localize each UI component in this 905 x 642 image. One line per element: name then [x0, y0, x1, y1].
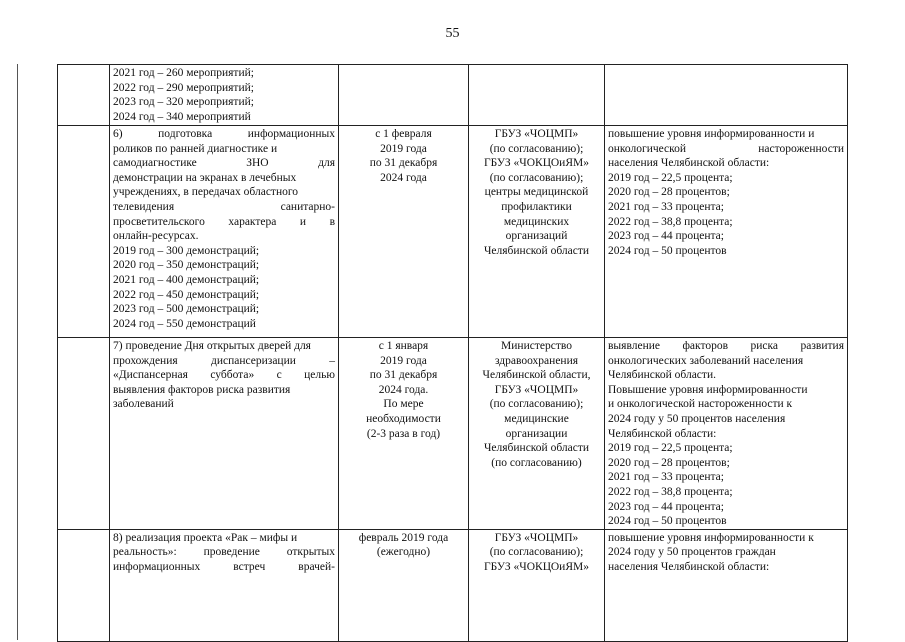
result-cell — [605, 65, 848, 126]
cell-line: по 31 декабря — [369, 369, 438, 382]
cell-line: Челябинской области. — [608, 369, 716, 382]
cell-line: 2023 год – 500 демонстраций; — [113, 303, 260, 316]
number-cell — [58, 126, 110, 338]
cell-line: с 1 января — [378, 340, 429, 352]
cell-line: февраль 2019 года — [358, 531, 449, 544]
page-number: 55 — [445, 26, 460, 41]
cell-line: ГБУЗ «ЧОЦМП» — [494, 383, 579, 396]
cell-line: повышение уровня информированности и — [608, 128, 815, 140]
cell-line: 2022 год – 38,8 процента; — [608, 215, 733, 228]
result-cell — [605, 529, 848, 641]
cell-line: Челябинской области, — [482, 369, 591, 382]
cell-line: прохождения диспансеризации – — [113, 354, 335, 367]
cell-line: 2020 год – 350 демонстраций; — [113, 259, 260, 272]
cell-line: самодиагностике ЗНО для — [113, 157, 335, 170]
cell-line: 2021 год – 400 демонстраций; — [113, 273, 260, 286]
task-cell — [110, 529, 339, 641]
number-cell — [58, 65, 110, 126]
cell-line: Министерство — [501, 340, 572, 352]
cell-line: 2024 года. — [378, 383, 429, 396]
result-cell — [605, 338, 848, 530]
cell-line: населения Челябинской области: — [608, 157, 770, 170]
cell-line: повышение уровня информированности к — [608, 531, 814, 544]
cell-line: 2024 году у 50 процентов населения — [608, 412, 786, 425]
margin-line — [17, 64, 18, 640]
cell-line: 2021 год – 33 процента; — [608, 471, 724, 484]
cell-line: по 31 декабря — [369, 157, 438, 170]
executor-cell — [469, 65, 605, 126]
table-row — [58, 126, 848, 338]
cell-line: населения Челябинской области: — [608, 560, 770, 573]
cell-line: 2019 год – 22,5 процента; — [608, 171, 733, 184]
cell-line: 2022 год – 450 демонстраций; — [113, 288, 260, 301]
cell-line: 2020 год – 28 процентов; — [608, 186, 730, 199]
cell-line: с 1 февраля — [375, 128, 432, 140]
cell-line: Челябинской области — [483, 442, 590, 455]
cell-line: 2021 год – 260 мероприятий; — [113, 67, 254, 79]
task-cell — [110, 126, 339, 338]
period-cell — [339, 65, 469, 126]
cell-line: онкологических заболеваний населения — [608, 354, 804, 367]
cell-line: 2024 года — [380, 171, 427, 184]
executor-cell — [469, 529, 605, 641]
cell-line: «Диспансерная суббота» с целью — [113, 369, 335, 382]
number-cell — [58, 529, 110, 641]
task-cell — [110, 65, 339, 126]
result-cell — [605, 126, 848, 338]
cell-line: (по согласованию); — [489, 171, 584, 184]
cell-line: 2021 год – 33 процента; — [608, 200, 724, 213]
cell-line: просветительского характера и в — [113, 215, 335, 228]
cell-line: организаций — [505, 230, 568, 243]
cell-line: По мере — [383, 398, 424, 411]
cell-line: выявления факторов риска развития — [113, 383, 291, 396]
cell-line: (по согласованию) — [491, 456, 582, 469]
cell-line: 7) проведение Дня открытых дверей для — [113, 340, 311, 352]
cell-line: 2022 год – 290 мероприятий; — [113, 81, 254, 94]
cell-line: ГБУЗ «ЧОКЦОиЯМ» — [484, 560, 589, 573]
cell-line: онкологической настороженности — [608, 142, 844, 155]
cell-line: 2023 год – 320 мероприятий; — [113, 96, 254, 109]
cell-line: 2020 год – 28 процентов; — [608, 456, 730, 469]
measures-table — [57, 64, 848, 642]
cell-line: 8) реализация проекта «Рак – мифы и — [113, 531, 298, 544]
cell-line: ГБУЗ «ЧОЦМП» — [494, 531, 579, 544]
cell-line: 2019 год – 22,5 процента; — [608, 442, 733, 455]
cell-line: заболеваний — [113, 398, 174, 411]
number-cell — [58, 338, 110, 530]
cell-line: роликов по ранней диагностике и — [113, 142, 278, 155]
table-row — [58, 65, 848, 126]
cell-line: 2023 год – 44 процента; — [608, 230, 724, 243]
cell-line: реальность»: проведение открытых — [113, 546, 335, 559]
cell-line: информационных встреч врачей- — [113, 560, 335, 573]
cell-line: медицинские — [504, 412, 569, 425]
cell-line: здравоохранения — [494, 354, 579, 367]
cell-line: 2019 года — [380, 142, 427, 155]
cell-line: 2024 год – 50 процентов — [608, 515, 727, 528]
cell-line: организации — [505, 427, 568, 440]
task-cell — [110, 338, 339, 530]
cell-line: 2024 год – 340 мероприятий — [113, 110, 251, 123]
cell-line: Челябинской области — [483, 244, 590, 257]
cell-line: медицинских — [503, 215, 570, 228]
table-row — [58, 338, 848, 530]
cell-line: 2024 год – 550 демонстраций — [113, 317, 256, 330]
cell-line: необходимости — [366, 412, 441, 425]
cell-line: (по согласованию); — [489, 398, 584, 411]
cell-line: 2023 год – 44 процента; — [608, 500, 724, 513]
cell-line: профилактики — [501, 200, 572, 213]
cell-line: 2019 года — [380, 354, 427, 367]
cell-line: учреждениях, в передачах областного — [113, 186, 299, 199]
executor-cell — [469, 126, 605, 338]
period-cell — [339, 338, 469, 530]
executor-cell — [469, 338, 605, 530]
cell-line: онлайн-ресурсах. — [113, 230, 199, 243]
cell-line: 2024 год – 50 процентов — [608, 244, 727, 257]
cell-line: и онкологической настороженности к — [608, 398, 793, 411]
cell-line: телевидения санитарно- — [113, 200, 335, 213]
cell-line: Повышение уровня информированности — [608, 383, 808, 396]
cell-line: 2022 год – 38,8 процента; — [608, 485, 733, 498]
cell-line: (2-3 раза в год) — [366, 427, 441, 440]
cell-line: (ежегодно) — [376, 546, 431, 559]
cell-line: Челябинской области: — [608, 427, 717, 440]
period-cell — [339, 529, 469, 641]
cell-line: 6) подготовка информационных — [113, 128, 335, 140]
cell-line: выявление факторов риска развития — [608, 340, 844, 352]
cell-line: демонстрации на экранах в лечебных — [113, 171, 297, 184]
cell-line: центры медицинской — [484, 186, 589, 199]
cell-line: 2019 год – 300 демонстраций; — [113, 244, 260, 257]
cell-line: (по согласованию); — [489, 546, 584, 559]
cell-line: (по согласованию); — [489, 142, 584, 155]
cell-line: ГБУЗ «ЧОКЦОиЯМ» — [484, 157, 589, 170]
table-body — [58, 65, 848, 642]
table-row — [58, 529, 848, 641]
cell-line: 2024 году у 50 процентов граждан — [608, 546, 776, 559]
period-cell — [339, 126, 469, 338]
cell-line: ГБУЗ «ЧОЦМП» — [494, 128, 579, 140]
